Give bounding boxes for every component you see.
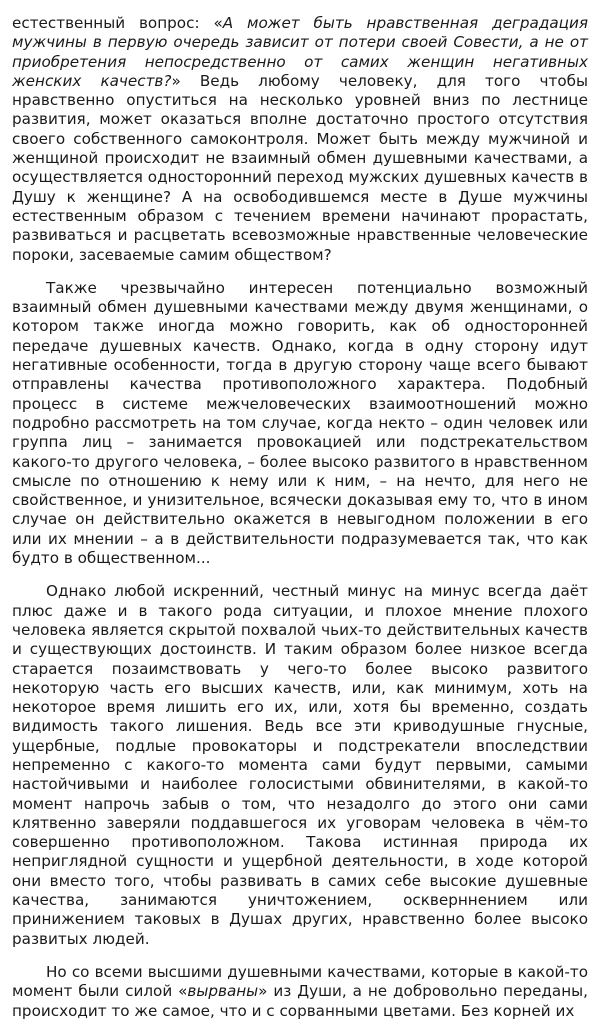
paragraph-4-text-start: Но со всеми высшими душевными качествами, которые в какой-то момент были силой « xyxy=(12,962,588,1001)
paragraph-2: Также чрезвычайно интересен потенциально возможный взаимный обмен душевными качествами между двумя женщинами, о котором также иногда можно говорить, как об односторонней передаче душевных качеств. Однако, когда в одну сторону идут негативные особенности, тогда в другую сторону чаще всего бывают отправлены качества противоположного характера. Подобный процесс в системе межчеловеческих взаимоотношений можно подробно рассмотреть на том случае, когда некто – один человек или группа лиц – занимается провокацией или подстрекательством какого-то другого человека, – более высоко развитого в нравственном смысле по отношению к нему или к ним, – на нечто, для него не свойственное, и унизительное, всячески доказывая ему то, что в ином случае он действительно окажется в невыгодном положении в его или их мнении – а в действительности подразумевается так, что как будто в общественном... xyxy=(12,278,588,568)
paragraph-4 xyxy=(12,963,588,1021)
paragraph-4-text-end: » из Души, а не добровольно переданы, происходит то же самое, что и с сорванными цветами. Без корней их xyxy=(12,982,588,1020)
paragraph-1-quote: А может быть нравственная деградация мужчины в первую очередь зависит от потери своей Совести, а не от приобретения непосредственно от самих женщин негативных женских качеств? xyxy=(12,14,588,90)
paragraph-1-text-start: естественный вопрос: « xyxy=(12,14,223,32)
paragraph-4-emphasis: вырваны xyxy=(187,982,259,1001)
paragraph-1 xyxy=(12,14,588,265)
paragraph-1-text-end: » Ведь любому человеку, для того чтобы нравственно опуститься на несколько уровней вниз по лестнице развития, может оказаться вполне достаточно простого отсутствия своего собственного самоконтроля. Может быть между мужчиной и женщиной происходит не взаимный обмен душевными качествами, а осуществляется односторонний переход мужских душевных качеств в Душу к женщине? А на освободившемся месте в Душе мужчины естественным образом с течением времени начинают прорастать, развиваться и расцветать всевозможные нравственные человеческие пороки, засеваемые самим обществом? xyxy=(12,71,588,264)
paragraph-3: Однако любой искренний, честный минус на минус всегда даёт плюс даже и в такого рода ситуации, и плохое мнение плохого человека является скрытой похвалой чьих-то действительных качеств и существующих достоинств. И таким образом более низкое всегда старается позаимствовать у чего-то более высоко развитого некоторую часть его высших качеств, или, как минимум, хоть на некоторое время лишить его их, или, хотя бы временно, создать видимость такого лишения. Ведь все эти криводушные гнусные, ущербные, подлые провокаторы и подстрекатели впоследствии непременно с какого-то момента сами будут первыми, самыми настойчивыми и наиболее голосистыми обвинителями, в какой-то момент напрочь забыв о том, что незадолго до этого они сами клятвенно заверяли поддавшегося их уговорам человека в чём-то совершенно противоположном. Такова истинная природа их непригляднoй сущности и ущербной деятельности, в ходе которой они вместо того, чтобы развивать в самих себе высокие душевные качества, занимаются уничтожением, оскверннением или принижением таковых в Душах других, нравственно более высоко развитых людей. xyxy=(12,582,588,948)
